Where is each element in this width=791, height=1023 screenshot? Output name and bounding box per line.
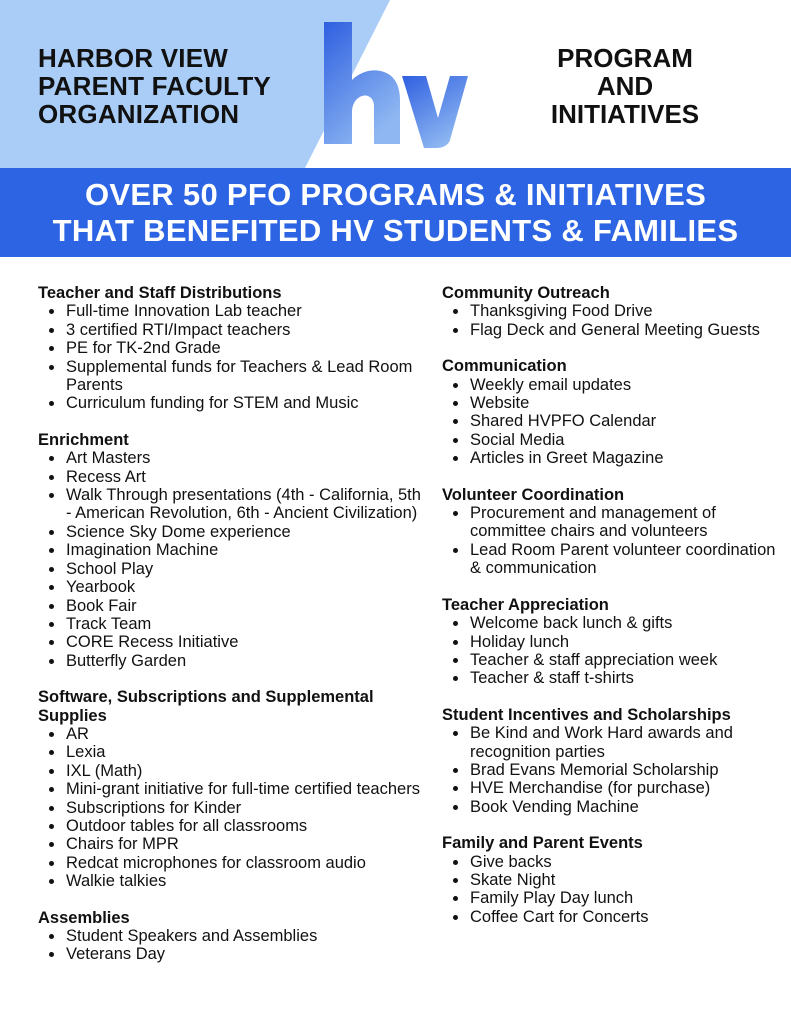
bullet-list [442, 853, 777, 927]
org-name-line: PARENT FACULTY [38, 71, 271, 101]
bullet-list [442, 376, 777, 468]
list-item: Shared HVPFO Calendar [442, 412, 777, 430]
list-item: Family Play Day lunch [442, 889, 777, 907]
list-item: Coffee Cart for Concerts [442, 908, 777, 926]
list-item: Book Vending Machine [442, 798, 777, 816]
list-item: Imagination Machine [38, 541, 428, 559]
list-item: Skate Night [442, 871, 777, 889]
list-item: Student Speakers and Assemblies [38, 927, 428, 945]
section-volunteer-coordination [442, 486, 777, 578]
bullet-list [38, 302, 428, 412]
banner-line: OVER 50 PFO PROGRAMS & INITIATIVES [84, 177, 707, 212]
list-item: Weekly email updates [442, 376, 777, 394]
list-item: Be Kind and Work Hard awards and recognition parties [442, 724, 777, 761]
title-line: INITIATIVES [550, 99, 700, 129]
banner-line: THAT BENEFITED HV STUDENTS & FAMILIES [52, 213, 739, 248]
section-heading: Volunteer Coordination [442, 485, 625, 504]
org-name [38, 44, 328, 128]
list-item: Lexia [38, 743, 428, 761]
hv-logo [300, 18, 470, 153]
header [0, 0, 791, 168]
list-item: Holiday lunch [442, 633, 777, 651]
section-software-subscriptions-and-supplemental-supplies [38, 688, 428, 890]
right-column [442, 284, 777, 944]
list-item: Website [442, 394, 777, 412]
section-heading: Family and Parent Events [442, 834, 643, 853]
list-item: Brad Evans Memorial Scholarship [442, 761, 777, 779]
list-item: PE for TK-2nd Grade [38, 339, 428, 357]
list-item: Chairs for MPR [38, 835, 428, 853]
section-heading: Teacher Appreciation [442, 595, 609, 614]
section-heading: Assemblies [38, 908, 130, 927]
bullet-list [442, 302, 777, 339]
bullet-list [38, 449, 428, 670]
document-title [515, 44, 735, 128]
list-item: Subscriptions for Kinder [38, 799, 428, 817]
section-student-incentives-and-scholarships [442, 706, 777, 816]
section-heading: Software, Subscriptions and Supplemental Supplies [38, 688, 374, 725]
list-item: Science Sky Dome experience [38, 523, 428, 541]
list-item: Track Team [38, 615, 428, 633]
list-item: Lead Room Parent volunteer coordination & communication [442, 541, 777, 578]
headline-banner [0, 168, 791, 257]
list-item: Walkie talkies [38, 872, 428, 890]
bullet-list [442, 614, 777, 688]
list-item: IXL (Math) [38, 762, 428, 780]
list-item: Yearbook [38, 578, 428, 596]
section-community-outreach [442, 284, 777, 339]
list-item: Supplemental funds for Teachers & Lead Room Parents [38, 358, 428, 395]
bullet-list [38, 927, 428, 964]
bullet-list [38, 725, 428, 891]
list-item: Teacher & staff t-shirts [442, 669, 777, 687]
list-item: Full-time Innovation Lab teacher [38, 302, 428, 320]
section-heading: Student Incentives and Scholarships [442, 705, 731, 724]
org-name-line: HARBOR VIEW [38, 43, 228, 73]
list-item: Outdoor tables for all classrooms [38, 817, 428, 835]
list-item: Flag Deck and General Meeting Guests [442, 321, 777, 339]
list-item: Teacher & staff appreciation week [442, 651, 777, 669]
list-item: 3 certified RTI/Impact teachers [38, 321, 428, 339]
list-item: Thanksgiving Food Drive [442, 302, 777, 320]
list-item: Give backs [442, 853, 777, 871]
list-item: Book Fair [38, 597, 428, 615]
section-heading: Teacher and Staff Distributions [38, 284, 282, 302]
left-column [38, 284, 428, 982]
list-item: Mini-grant initiative for full-time certified teachers [38, 780, 428, 798]
section-teacher-appreciation [442, 596, 777, 688]
list-item: Recess Art [38, 468, 428, 486]
section-heading: Community Outreach [442, 284, 610, 302]
section-assemblies [38, 909, 428, 964]
list-item: CORE Recess Initiative [38, 633, 428, 651]
bullet-list [442, 504, 777, 578]
list-item: HVE Merchandise (for purchase) [442, 779, 777, 797]
list-item: AR [38, 725, 428, 743]
list-item: Social Media [442, 431, 777, 449]
list-item: Welcome back lunch & gifts [442, 614, 777, 632]
list-item: Butterfly Garden [38, 652, 428, 670]
section-communication [442, 357, 777, 467]
title-line: AND [596, 71, 654, 101]
list-item: Veterans Day [38, 945, 428, 963]
section-teacher-and-staff-distributions [38, 284, 428, 413]
section-heading: Enrichment [38, 430, 129, 449]
list-item: Walk Through presentations (4th - California, 5th - American Revolution, 6th - Ancient Civilization) [38, 486, 428, 523]
list-item: Curriculum funding for STEM and Music [38, 394, 428, 412]
list-item: Procurement and management of committee chairs and volunteers [442, 504, 777, 541]
list-item: Redcat microphones for classroom audio [38, 854, 428, 872]
title-line: PROGRAM [557, 43, 693, 73]
list-item: School Play [38, 560, 428, 578]
bullet-list [442, 724, 777, 816]
list-item: Articles in Greet Magazine [442, 449, 777, 467]
list-item: Art Masters [38, 449, 428, 467]
section-heading: Communication [442, 357, 567, 376]
section-enrichment [38, 431, 428, 670]
section-family-and-parent-events [442, 834, 777, 926]
org-name-line: ORGANIZATION [38, 99, 240, 129]
